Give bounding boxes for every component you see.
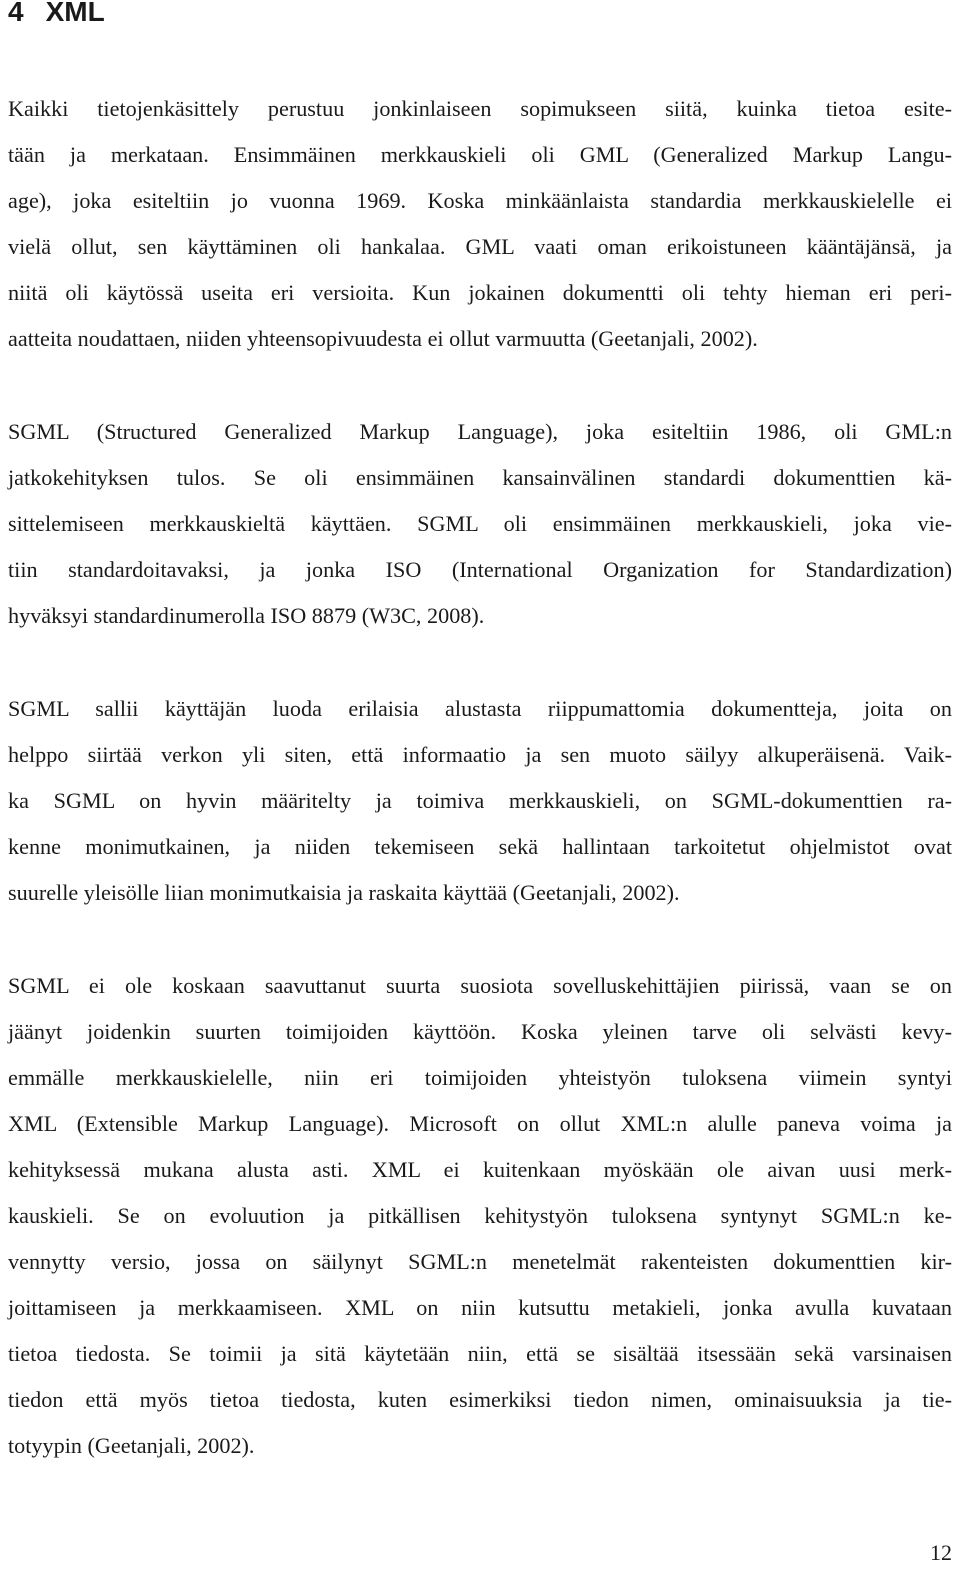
paragraph-line: age), joka esiteltiin jo vuonna 1969. Koska minkäänlaista standardia merkkauskielelle ei	[8, 188, 952, 213]
paragraph-line: suurelle yleisölle liian monimutkaisia ja raskaita käyttää (Geetanjali, 2002).	[8, 880, 680, 905]
paragraph-line: hyväksyi standardinumerolla ISO 8879 (W3C, 2008).	[8, 603, 485, 628]
paragraph-line: SGML ei ole koskaan saavuttanut suurta suosiota sovelluskehittäjien piirissä, vaan se on	[8, 973, 952, 998]
paragraph-line: tään ja merkataan. Ensimmäinen merkkauskieli oli GML (Generalized Markup Langu-	[8, 142, 952, 167]
page-number: 12	[930, 1540, 952, 1565]
paragraph-line: emmälle merkkauskielelle, niin eri toimijoiden yhteistyön tuloksena viimein syntyi	[8, 1065, 952, 1090]
paragraph-line: tiedon että myös tietoa tiedosta, kuten esimerkiksi tiedon nimen, ominaisuuksia ja tie-	[8, 1387, 952, 1412]
paragraph-1	[8, 86, 952, 362]
paragraph-line: vielä ollut, sen käyttäminen oli hankalaa. GML vaati oman erikoistuneen kääntäjänsä, ja	[8, 234, 952, 259]
chapter-heading	[8, 0, 105, 32]
paragraph-line: sittelemiseen merkkauskieltä käyttäen. SGML oli ensimmäinen merkkauskieli, joka vie-	[8, 511, 952, 536]
paragraph-line: kehityksessä mukana alusta asti. XML ei kuitenkaan myöskään ole aivan uusi merk-	[8, 1157, 952, 1182]
paragraph-line: ka SGML on hyvin määritelty ja toimiva merkkauskieli, on SGML-dokumenttien ra-	[8, 788, 952, 813]
paragraph-line: jäänyt joidenkin suurten toimijoiden käyttöön. Koska yleinen tarve oli selvästi kevy-	[8, 1019, 952, 1044]
paragraph-line: tietoa tiedosta. Se toimii ja sitä käytetään niin, että se sisältää itsessään sekä varsinaisen	[8, 1341, 952, 1366]
paragraph-line: totyypin (Geetanjali, 2002).	[8, 1433, 255, 1458]
paragraph-line: helppo siirtää verkon yli siten, että informaatio ja sen muoto säilyy alkuperäisenä. Vaik-	[8, 742, 952, 767]
paragraph-line: kenne monimutkainen, ja niiden tekemiseen sekä hallintaan tarkoitetut ohjelmistot ovat	[8, 834, 952, 859]
paragraph-2	[8, 409, 952, 639]
paragraph-3	[8, 686, 952, 916]
paragraph-line: niitä oli käytössä useita eri versioita. Kun jokainen dokumentti oli tehty hieman eri peri-	[8, 280, 952, 305]
paragraph-line: joittamiseen ja merkkaamiseen. XML on niin kutsuttu metakieli, jonka avulla kuvataan	[8, 1295, 952, 1320]
paragraph-line: jatkokehityksen tulos. Se oli ensimmäinen kansainvälinen standardi dokumenttien kä-	[8, 465, 952, 490]
paragraph-line: Kaikki tietojenkäsittely perustuu jonkinlaiseen sopimukseen siitä, kuinka tietoa esite-	[8, 96, 952, 121]
paragraph-line: SGML (Structured Generalized Markup Language), joka esiteltiin 1986, oli GML:n	[8, 419, 952, 444]
paragraph-line: aatteita noudattaen, niiden yhteensopivuudesta ei ollut varmuutta (Geetanjali, 2002).	[8, 326, 758, 351]
paragraph-line: tiin standardoitavaksi, ja jonka ISO (International Organization for Standardization)	[8, 557, 952, 582]
paragraph-line: SGML sallii käyttäjän luoda erilaisia alustasta riippumattomia dokumentteja, joita on	[8, 696, 952, 721]
paragraph-line: vennytty versio, jossa on säilynyt SGML:n menetelmät rakenteisten dokumenttien kir-	[8, 1249, 952, 1274]
paragraph-line: XML (Extensible Markup Language). Microsoft on ollut XML:n alulle paneva voima ja	[8, 1111, 952, 1136]
chapter-title: XML	[45, 0, 105, 27]
paragraph-4	[8, 963, 952, 1469]
paragraph-line: kauskieli. Se on evoluution ja pitkällisen kehitystyön tuloksena syntynyt SGML:n ke-	[8, 1203, 952, 1228]
chapter-number: 4	[8, 0, 24, 27]
